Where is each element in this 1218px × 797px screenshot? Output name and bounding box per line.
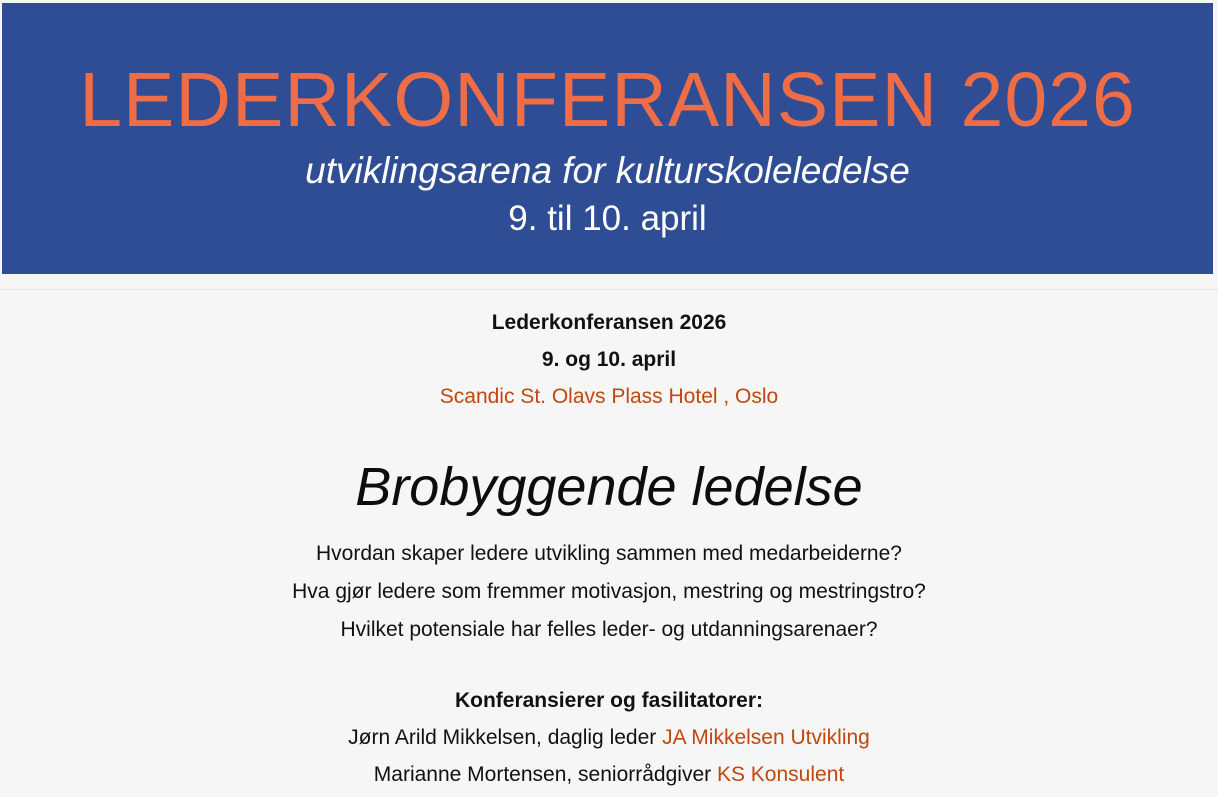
- host-description: Jørn Arild Mikkelsen, daglig leder: [348, 726, 663, 749]
- host-item: [0, 756, 1218, 793]
- question-item: Hvilket potensiale har felles leder- og utdanningsarenaer?: [340, 618, 878, 641]
- banner-title: LEDERKONFERANSEN 2026: [79, 57, 1136, 143]
- event-name: Lederkonferansen 2026: [491, 311, 727, 334]
- banner-subtitle: utviklingsarena for kulturskoleledelse: [305, 150, 910, 191]
- hosts-label: Konferansierer og fasilitatorer:: [454, 689, 764, 712]
- host-description: Marianne Mortensen, seniorrådgiver: [373, 763, 717, 786]
- conference-banner: [2, 3, 1213, 274]
- question-item: Hvordan skaper ledere utvikling sammen med medarbeiderne?: [316, 542, 902, 565]
- event-dates: 9. og 10. april: [541, 348, 677, 371]
- banner-dates: 9. til 10. april: [508, 199, 707, 238]
- hosts-section: [0, 682, 1218, 793]
- host-company-link[interactable]: KS Konsulent: [716, 763, 845, 786]
- venue-link[interactable]: Scandic St. Olavs Plass Hotel , Oslo: [439, 385, 779, 408]
- event-venue: [0, 378, 1218, 415]
- question-item: Hva gjør ledere som fremmer motivasjon, mestring og mestringstro?: [292, 580, 926, 603]
- page-heading: Brobyggende ledelse: [355, 457, 863, 517]
- question-list: [0, 535, 1218, 649]
- main-content: [0, 290, 1218, 793]
- host-company-link[interactable]: JA Mikkelsen Utvikling: [662, 726, 870, 749]
- host-item: [0, 719, 1218, 756]
